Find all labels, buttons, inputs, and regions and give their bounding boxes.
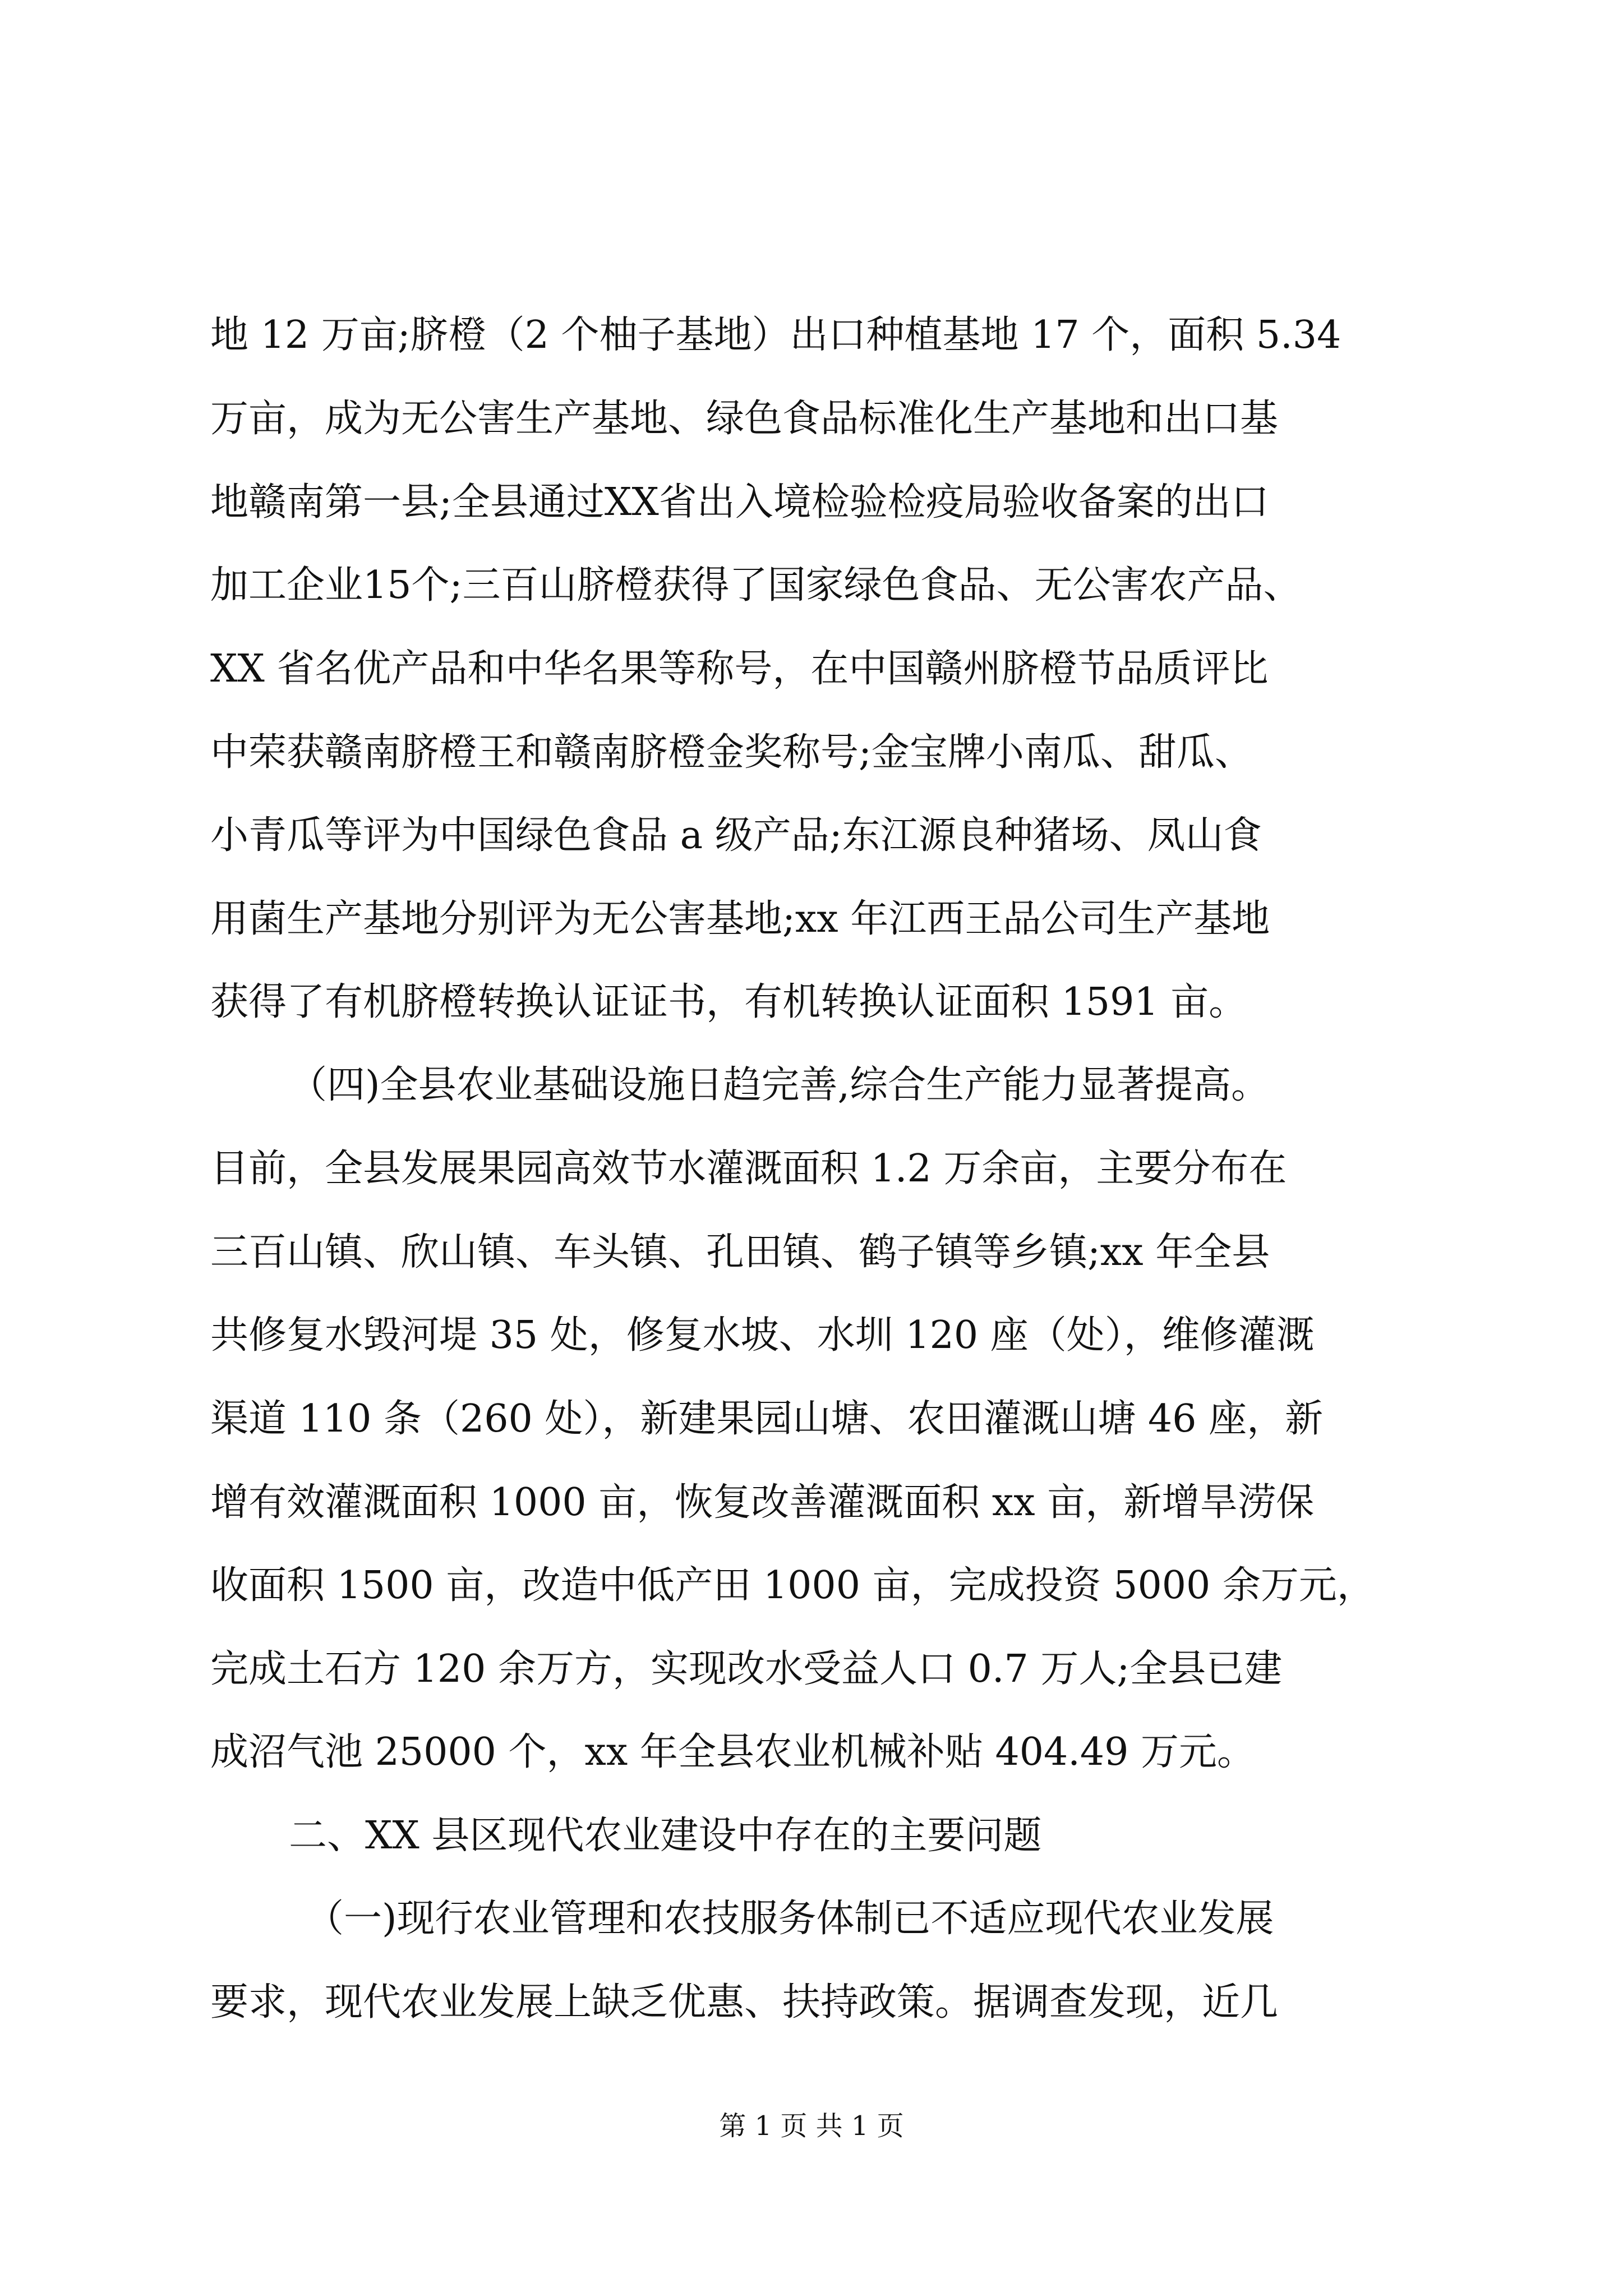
text-line: 万亩，成为无公害生产基地、绿色食品标准化生产基地和出口基 bbox=[210, 397, 1279, 441]
text-line: 三百山镇、欣山镇、车头镇、孔田镇、鹤子镇等乡镇;xx 年全县 bbox=[210, 1230, 1270, 1274]
text-line: 成沼气池 25000 个，xx 年全县农业机械补贴 404.49 万元。 bbox=[210, 1730, 1256, 1774]
text-line: 完成土石方 120 余万方，实现改水受益人口 0.7 万人;全县已建 bbox=[210, 1647, 1283, 1691]
text-line: 获得了有机脐橙转换认证证书，有机转换认证面积 1591 亩。 bbox=[210, 980, 1247, 1024]
section-heading: （一)现行农业管理和农技服务体制已不适应现代农业发展 bbox=[306, 1897, 1274, 1941]
section-heading: （四)全县农业基础设施日趋完善,综合生产能力显著提高。 bbox=[289, 1063, 1270, 1107]
text-line: 收面积 1500 亩，改造中低产田 1000 亩，完成投资 5000 余万元， bbox=[210, 1563, 1375, 1608]
text-line: 用菌生产基地分别评为无公害基地;xx 年江西王品公司生产基地 bbox=[210, 897, 1270, 941]
text-line: 中荣获赣南脐橙王和赣南脐橙金奖称号;金宝牌小南瓜、甜瓜、 bbox=[210, 730, 1253, 775]
text-line: 渠道 110 条（260 处），新建果园山塘、农田灌溉山塘 46 座，新 bbox=[210, 1397, 1324, 1441]
text-line: 地赣南第一县;全县通过XX省出入境检验检疫局验收备案的出口 bbox=[210, 480, 1269, 524]
text-line: 增有效灌溉面积 1000 亩，恢复改善灌溉面积 xx 亩，新增旱涝保 bbox=[210, 1480, 1315, 1525]
text-line: 小青瓜等评为中国绿色食品 a 级产品;东江源良种猪场、凤山食 bbox=[210, 813, 1262, 858]
text-line: 目前，全县发展果园高效节水灌溉面积 1.2 万余亩，主要分布在 bbox=[210, 1147, 1287, 1191]
page-footer: 第 1 页 共 1 页 bbox=[719, 2110, 904, 2142]
text-line: 要求，现代农业发展上缺乏优惠、扶持政策。据调查发现，近几 bbox=[210, 1980, 1279, 2024]
text-line: XX 省名优产品和中华名果等称号，在中国赣州脐橙节品质评比 bbox=[210, 647, 1269, 691]
chapter-heading: 二、XX 县区现代农业建设中存在的主要问题 bbox=[289, 1814, 1042, 1858]
text-line: 地 12 万亩;脐橙（2 个柚子基地）出口种植基地 17 个，面积 5.34 bbox=[210, 313, 1341, 357]
text-line: 加工企业15个;三百山脐橙获得了国家绿色食品、无公害农产品、 bbox=[210, 563, 1302, 608]
text-line: 共修复水毁河堤 35 处，修复水坡、水圳 120 座（处），维修灌溉 bbox=[210, 1313, 1315, 1358]
